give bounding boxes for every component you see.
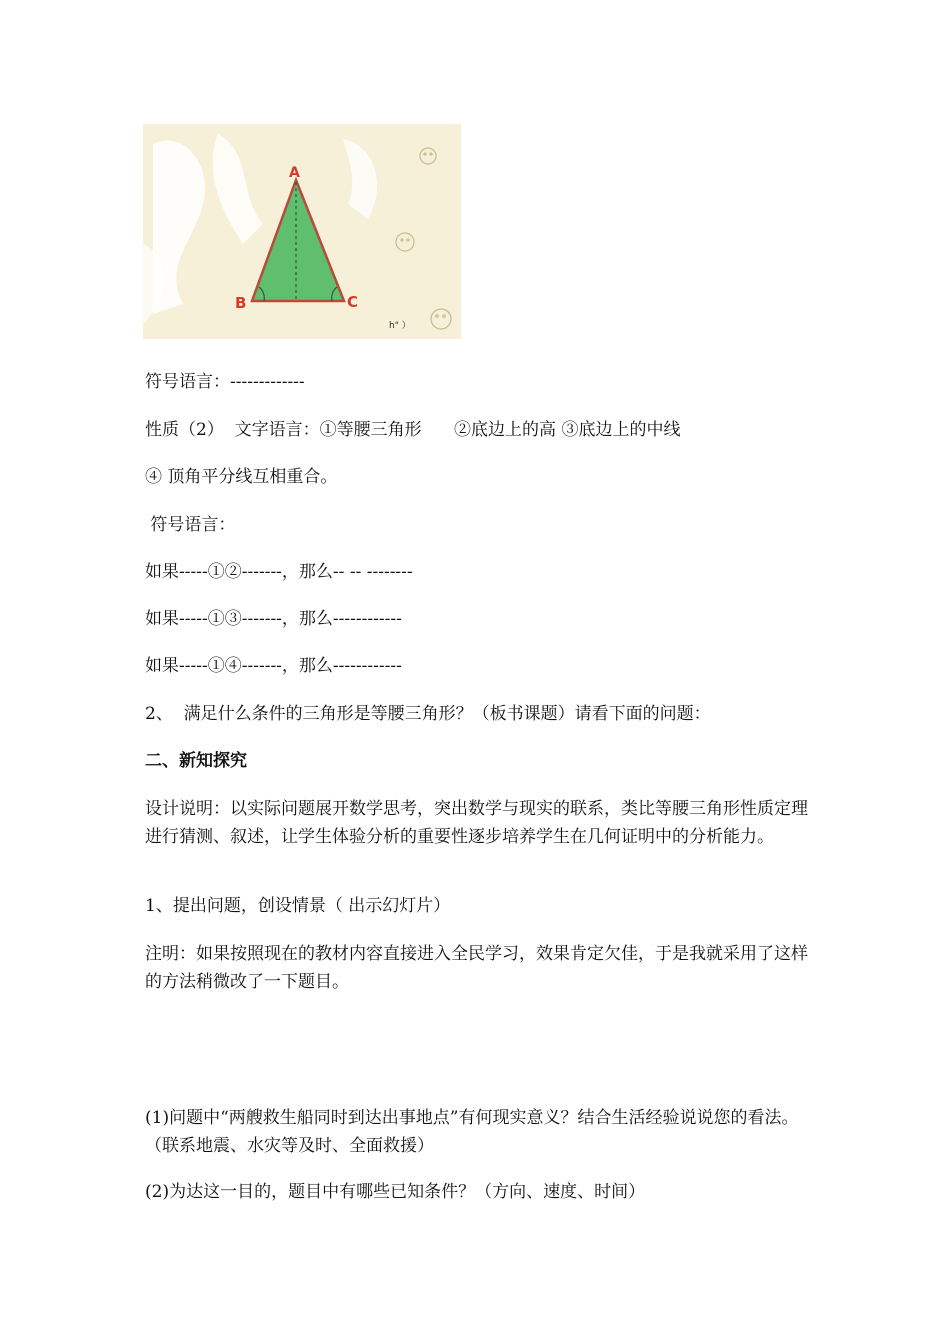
remark-paragraph: 注明：如果按照现在的教材内容直接进入全民学习，效果肯定欠佳，于是我就采用了这样的方法稍微改了一下题目。 — [145, 944, 808, 992]
triangle-diagram — [143, 124, 461, 339]
question-2-paragraph: (2)为达这一目的，题目中有哪些已知条件？（方向、速度、时间） — [145, 1182, 646, 1202]
corner-caption: h" ） — [389, 321, 411, 331]
vertex-b-label: B — [235, 294, 247, 312]
if-then-line-3: 如果-----①④-------，那么------------ — [145, 656, 402, 676]
property-2-line: 性质（2） 文字语言：①等腰三角形 ②底边上的高 ③底边上的中线 — [145, 420, 681, 440]
vertex-a-label: A — [289, 165, 300, 181]
question-2-line: 2、 满足什么条件的三角形是等腰三角形？（板书课题）请看下面的问题： — [145, 704, 711, 724]
if-then-line-2: 如果-----①③-------，那么------------ — [145, 609, 402, 629]
if-then-line-1: 如果-----①②-------，那么-- -- -------- — [145, 562, 413, 582]
design-note-paragraph: 设计说明：以实际问题展开数学思考，突出数学与现实的联系，类比等腰三角形性质定理进行猜测、叙述，让学生体验分析的重要性逐步培养学生在几何证明中的分析能力。 — [145, 799, 808, 847]
vertex-c-label: C — [347, 293, 359, 311]
symbol-language-label: 符号语言： — [145, 515, 236, 535]
step-1-line: 1、提出问题，创设情景（ 出示幻灯片） — [145, 896, 451, 916]
question-1-paragraph: (1)问题中“两艘救生船同时到达出事地点”有何现实意义？结合生活经验说说您的看法。（联系地震、水灾等及时、全面救援） — [145, 1108, 799, 1156]
property-4-line: ④ 顶角平分线互相重合。 — [145, 467, 338, 487]
isosceles-triangle-figure — [143, 124, 461, 339]
symbol-language-line: 符号语言：------------- — [145, 372, 305, 392]
section-heading: 二、新知探究 — [145, 751, 247, 771]
